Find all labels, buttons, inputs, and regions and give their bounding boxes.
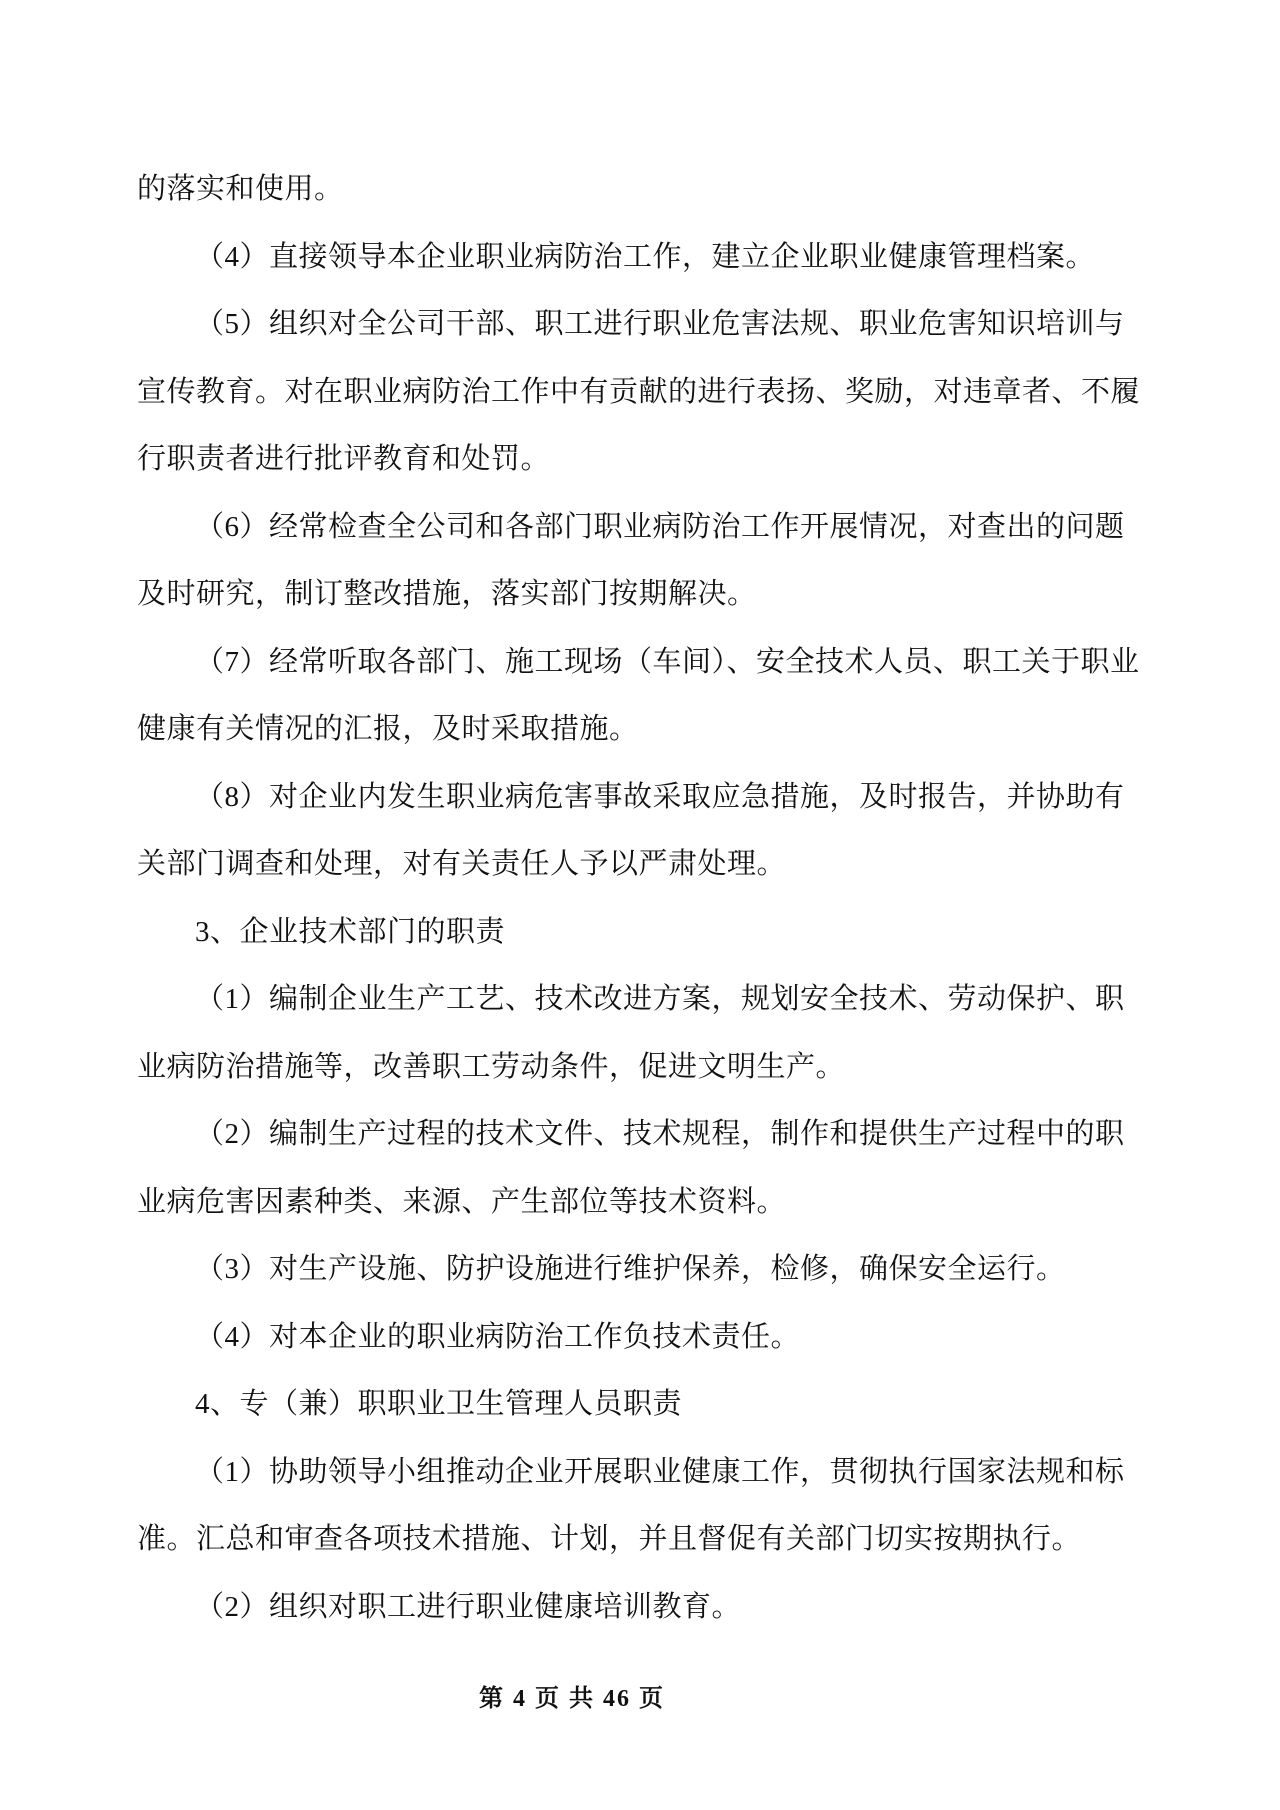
text-line: （5）组织对全公司干部、职工进行职业危害法规、职业危害知识培训与 [195,308,1125,340]
text-line: （2）组织对职工进行职业健康培训教育。 [195,1590,742,1623]
document-body [137,156,1147,1641]
text-line: （6）经常检查全公司和各部门职业病防治工作开展情况，对查出的问题 [195,510,1125,543]
text-line: （3）对生产设施、防护设施进行维护保养，检修，确保安全运行。 [195,1253,1066,1285]
text-line: 及时研究，制订整改措施，落实部门按期解决。 [137,578,757,610]
text-line: （4）对本企业的职业病防治工作负技术责任。 [195,1320,801,1353]
text-line: （4）直接领导本企业职业病防治工作，建立企业职业健康管理档案。 [195,240,1096,273]
text-line: 行职责者进行批评教育和处罚。 [137,443,551,475]
section-heading: 4、专（兼）职职业卫生管理人员职责 [195,1388,683,1420]
text-line: 业病防治措施等，改善职工劳动条件，促进文明生产。 [137,1050,846,1083]
text-line: （1）编制企业生产工艺、技术改进方案，规划安全技术、劳动保护、职 [195,983,1125,1015]
text-line: 准。汇总和审查各项技术措施、计划，并且督促有关部门切实按期执行。 [137,1523,1082,1555]
text-line: 的落实和使用。 [137,173,344,205]
section-heading: 3、企业技术部门的职责 [195,915,506,948]
text-line: 宣传教育。对在职业病防治工作中有贡献的进行表扬、奖励，对违章者、不履 [137,375,1141,408]
text-line: （1）协助领导小组推动企业开展职业健康工作，贯彻执行国家法规和标 [195,1455,1125,1488]
text-line: 健康有关情况的汇报，及时采取措施。 [137,713,639,745]
text-line: 关部门调查和处理，对有关责任人予以严肃处理。 [137,848,787,880]
text-line: （8）对企业内发生职业病危害事故采取应急措施，及时报告，并协助有 [195,780,1125,813]
page-number-footer: 第 4 页 共 46 页 [479,1686,665,1712]
text-line: （2）编制生产过程的技术文件、技术规程，制作和提供生产过程中的职 [195,1118,1125,1150]
text-line: 业病危害因素种类、来源、产生部位等技术资料。 [137,1185,787,1218]
text-line: （7）经常听取各部门、施工现场（车间）、安全技术人员、职工关于职业 [195,645,1140,678]
